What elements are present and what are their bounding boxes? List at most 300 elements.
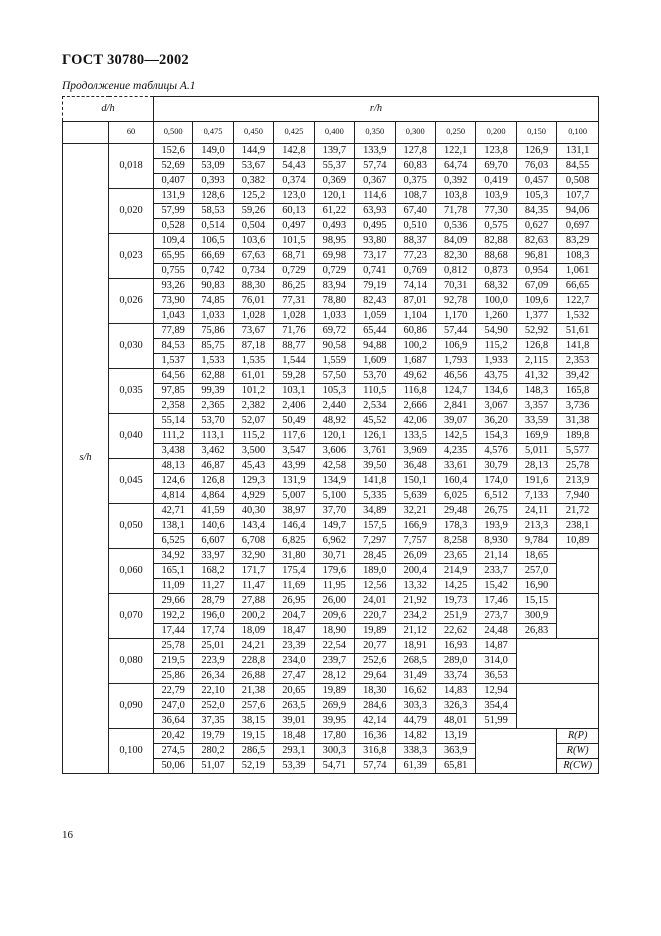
table-cell: 1,377 [516, 309, 556, 324]
table-cell: 2,666 [395, 399, 435, 414]
table-cell: 29,66 [154, 594, 193, 609]
table-cell: 1,535 [233, 354, 273, 369]
table-cell: 61,39 [395, 759, 435, 774]
table-row [63, 684, 599, 699]
table-cell: 21,12 [395, 624, 435, 639]
table-cell: 98,95 [314, 234, 354, 249]
table-cell: 42,14 [355, 714, 395, 729]
table-cell: 2,358 [154, 399, 193, 414]
table-cell: 3,067 [476, 399, 516, 414]
table-cell: 8,930 [476, 534, 516, 549]
table-cell: 11,95 [314, 579, 354, 594]
table-cell: 96,81 [516, 249, 556, 264]
table-cell: 28,45 [355, 549, 395, 564]
table-cell: 69,70 [476, 159, 516, 174]
table-cell: 213,9 [557, 474, 599, 489]
table-cell: 192,2 [154, 609, 193, 624]
table-cell: 14,83 [435, 684, 475, 699]
table-cell: 2,382 [233, 399, 273, 414]
table-cell: 131,9 [154, 189, 193, 204]
table-cell: 59,26 [233, 204, 273, 219]
table-cell: 57,50 [314, 369, 354, 384]
table-cell: 26,09 [395, 549, 435, 564]
table-cell: 22,10 [193, 684, 233, 699]
table-cell: 174,0 [476, 474, 516, 489]
table-cell: 16,62 [395, 684, 435, 699]
table-cell: 209,6 [314, 609, 354, 624]
table-cell: 0,457 [516, 174, 556, 189]
table-cell: 18,09 [233, 624, 273, 639]
table-cell: 48,92 [314, 414, 354, 429]
table-cell: 64,56 [154, 369, 193, 384]
table-cell: 19,89 [314, 684, 354, 699]
table-cell: 3,357 [516, 399, 556, 414]
table-cell: 234,0 [274, 654, 314, 669]
table-cell: 22,79 [154, 684, 193, 699]
table-cell: 88,68 [476, 249, 516, 264]
table-cell: 94,88 [355, 339, 395, 354]
table-cell: 168,2 [193, 564, 233, 579]
table-cell: 105,3 [516, 189, 556, 204]
table-cell: 18,48 [274, 729, 314, 744]
table-cell: 157,5 [355, 519, 395, 534]
table-cell: 48,01 [435, 714, 475, 729]
table-cell: 84,35 [516, 204, 556, 219]
table-cell: 3,606 [314, 444, 354, 459]
table-cell: 1,933 [476, 354, 516, 369]
table-cell: 67,63 [233, 249, 273, 264]
table-cell: 100,0 [476, 294, 516, 309]
table-cell: 133,5 [395, 429, 435, 444]
table-cell: 126,8 [193, 474, 233, 489]
table-cell: 5,011 [516, 444, 556, 459]
table-cell: 16,90 [516, 579, 556, 594]
table-cell: 57,99 [154, 204, 193, 219]
table-cell: 152,6 [154, 144, 193, 159]
table-cell: 60,13 [274, 204, 314, 219]
table-cell: 0,407 [154, 174, 193, 189]
table-cell: 1,260 [476, 309, 516, 324]
table-cell: 29,48 [435, 504, 475, 519]
table-cell: 1,544 [274, 354, 314, 369]
table-cell: 6,025 [435, 489, 475, 504]
table-cell: 131,9 [274, 474, 314, 489]
table-cell: 0,729 [274, 264, 314, 279]
table-cell: 234,2 [395, 609, 435, 624]
table-cell: 138,1 [154, 519, 193, 534]
table-cell: 20,65 [274, 684, 314, 699]
table-cell: 363,9 [435, 744, 475, 759]
table-cell: 1,028 [233, 309, 273, 324]
table-cell: 21,38 [233, 684, 273, 699]
table-cell: 17,44 [154, 624, 193, 639]
table-cell: 43,75 [476, 369, 516, 384]
table-cell: 57,74 [355, 759, 395, 774]
table-cell: 165,1 [154, 564, 193, 579]
table-cell: 38,97 [274, 504, 314, 519]
table-cell: 75,86 [193, 324, 233, 339]
table-cell: 41,32 [516, 369, 556, 384]
table-cell: 122,7 [557, 294, 599, 309]
table-cell: 67,09 [516, 279, 556, 294]
d-value: 0,030 [109, 324, 154, 369]
table-row [63, 144, 599, 159]
table-cell: 36,48 [395, 459, 435, 474]
table-cell: 6,708 [233, 534, 273, 549]
table-cell: 1,533 [193, 354, 233, 369]
table-cell: 57,44 [435, 324, 475, 339]
table-cell: 113,1 [193, 429, 233, 444]
table-cell: 84,09 [435, 234, 475, 249]
table-cell: 0,493 [314, 219, 354, 234]
table-cell: 74,14 [395, 279, 435, 294]
table-cell: 33,61 [435, 459, 475, 474]
table-cell: 108,7 [395, 189, 435, 204]
table-cell: 1,104 [395, 309, 435, 324]
table-cell: 0,769 [395, 264, 435, 279]
table-cell: 149,7 [314, 519, 354, 534]
table-cell: 87,18 [233, 339, 273, 354]
table-cell: 1,170 [435, 309, 475, 324]
table-cell: 1,033 [314, 309, 354, 324]
data-table [62, 96, 599, 774]
table-cell: 64,74 [435, 159, 475, 174]
table-cell: 273,7 [476, 609, 516, 624]
table-cell: 103,6 [233, 234, 273, 249]
table-cell: 134,9 [314, 474, 354, 489]
table-cell: 21,14 [476, 549, 516, 564]
table-cell: 0,536 [435, 219, 475, 234]
table-cell: 45,52 [355, 414, 395, 429]
table-cell: 92,78 [435, 294, 475, 309]
table-cell: 0,729 [314, 264, 354, 279]
table-cell: 82,63 [516, 234, 556, 249]
table-cell: 109,6 [516, 294, 556, 309]
table-cell: 53,67 [233, 159, 273, 174]
table-cell: 101,5 [274, 234, 314, 249]
table-cell: 191,6 [516, 474, 556, 489]
table-cell: 106,9 [435, 339, 475, 354]
table-cell: 269,9 [314, 699, 354, 714]
table-cell: 4,929 [233, 489, 273, 504]
table-cell: 77,30 [476, 204, 516, 219]
table-cell: 5,335 [355, 489, 395, 504]
table-cell: 100,2 [395, 339, 435, 354]
table-cell: 25,01 [193, 639, 233, 654]
table-cell: 314,0 [476, 654, 516, 669]
table-cell: 120,1 [314, 429, 354, 444]
table-cell: 2,534 [355, 399, 395, 414]
table-cell: 15,42 [476, 579, 516, 594]
table-cell: 239,7 [314, 654, 354, 669]
table-cell: 142,5 [435, 429, 475, 444]
table-cell: 38,15 [233, 714, 273, 729]
table-cell: 66,69 [193, 249, 233, 264]
table-cell: 126,9 [516, 144, 556, 159]
table-cell: 26,95 [274, 594, 314, 609]
d-value: 0,050 [109, 504, 154, 549]
table-cell: 27,47 [274, 669, 314, 684]
rh-value: 0,475 [193, 122, 233, 144]
table-cell: 39,42 [557, 369, 599, 384]
table-cell: 131,1 [557, 144, 599, 159]
table-row [63, 729, 599, 744]
d-value: 0,080 [109, 639, 154, 684]
table-cell: 0,812 [435, 264, 475, 279]
table-cell: 133,9 [355, 144, 395, 159]
table-cell: 11,27 [193, 579, 233, 594]
table-cell: 12,56 [355, 579, 395, 594]
rh-value: 0,500 [154, 122, 193, 144]
table-cell: 300,3 [314, 744, 354, 759]
table-cell: 354,4 [476, 699, 516, 714]
table-cell: 37,35 [193, 714, 233, 729]
table-cell: 115,2 [233, 429, 273, 444]
table-cell: 62,88 [193, 369, 233, 384]
table-cell: 11,47 [233, 579, 273, 594]
table-cell: 51,61 [557, 324, 599, 339]
table-cell: 14,87 [476, 639, 516, 654]
table-cell: 88,30 [233, 279, 273, 294]
table-cell: 303,3 [395, 699, 435, 714]
table-cell: 42,06 [395, 414, 435, 429]
table-cell: 6,525 [154, 534, 193, 549]
table-cell: 0,369 [314, 174, 354, 189]
table-cell: 34,92 [154, 549, 193, 564]
table-cell: 57,74 [355, 159, 395, 174]
table-cell: 15,15 [516, 594, 556, 609]
table-cell: 36,64 [154, 714, 193, 729]
table-cell: 48,13 [154, 459, 193, 474]
legend-label: R(W) [557, 744, 599, 759]
legend-label: R(CW) [557, 759, 599, 774]
table-cell: 54,90 [476, 324, 516, 339]
table-cell: 0,514 [193, 219, 233, 234]
table-cell: 5,007 [274, 489, 314, 504]
table-cell: 18,47 [274, 624, 314, 639]
table-cell: 13,19 [435, 729, 475, 744]
table-cell: 263,5 [274, 699, 314, 714]
table-row [63, 594, 599, 609]
empty-cell [557, 594, 599, 639]
table-cell: 28,13 [516, 459, 556, 474]
table-cell: 101,2 [233, 384, 273, 399]
table-cell: 7,757 [395, 534, 435, 549]
table-cell: 51,07 [193, 759, 233, 774]
table-cell: 11,09 [154, 579, 193, 594]
table-cell: 10,89 [557, 534, 599, 549]
table-cell: 50,06 [154, 759, 193, 774]
table-cell: 214,9 [435, 564, 475, 579]
table-cell: 280,2 [193, 744, 233, 759]
table-cell: 4,576 [476, 444, 516, 459]
table-cell: 1,687 [395, 354, 435, 369]
table-cell: 23,65 [435, 549, 475, 564]
table-cell: 68,32 [476, 279, 516, 294]
table-cell: 257,6 [233, 699, 273, 714]
table-cell: 0,575 [476, 219, 516, 234]
table-cell: 0,393 [193, 174, 233, 189]
table-cell: 32,21 [395, 504, 435, 519]
table-cell: 150,1 [395, 474, 435, 489]
table-cell: 7,940 [557, 489, 599, 504]
table-cell: 4,235 [435, 444, 475, 459]
table-cell: 1,537 [154, 354, 193, 369]
table-cell: 26,88 [233, 669, 273, 684]
table-cell: 65,44 [355, 324, 395, 339]
table-cell: 99,39 [193, 384, 233, 399]
table-cell: 90,83 [193, 279, 233, 294]
table-cell: 268,5 [395, 654, 435, 669]
table-cell: 16,36 [355, 729, 395, 744]
table-cell: 114,6 [355, 189, 395, 204]
table-cell: 103,1 [274, 384, 314, 399]
table-cell: 171,7 [233, 564, 273, 579]
table-cell: 83,94 [314, 279, 354, 294]
table-cell: 144,9 [233, 144, 273, 159]
table-cell: 3,736 [557, 399, 599, 414]
table-cell: 51,99 [476, 714, 516, 729]
table-subtitle: Продолжение таблицы А.1 [62, 80, 196, 92]
table-cell: 40,30 [233, 504, 273, 519]
empty-cell [476, 729, 557, 774]
table-cell: 169,9 [516, 429, 556, 444]
table-cell: 3,547 [274, 444, 314, 459]
header-row [63, 97, 599, 122]
table-cell: 21,72 [557, 504, 599, 519]
table-cell: 42,71 [154, 504, 193, 519]
table-cell: 87,01 [395, 294, 435, 309]
table-cell: 26,83 [516, 624, 556, 639]
sh-header-blank [63, 122, 109, 144]
table-cell: 2,365 [193, 399, 233, 414]
table-cell: 125,2 [233, 189, 273, 204]
d-value: 0,060 [109, 549, 154, 594]
table-cell: 6,607 [193, 534, 233, 549]
table-cell: 33,59 [516, 414, 556, 429]
table-cell: 204,7 [274, 609, 314, 624]
table-cell: 69,98 [314, 249, 354, 264]
table-cell: 31,49 [395, 669, 435, 684]
table-cell: 65,95 [154, 249, 193, 264]
table-cell: 0,627 [516, 219, 556, 234]
table-cell: 123,8 [476, 144, 516, 159]
table-cell: 32,90 [233, 549, 273, 564]
table-cell: 19,15 [233, 729, 273, 744]
table-cell: 27,88 [233, 594, 273, 609]
table-cell: 103,8 [435, 189, 475, 204]
table-cell: 76,03 [516, 159, 556, 174]
dh-header: d/h [63, 97, 154, 122]
table-cell: 88,37 [395, 234, 435, 249]
table-cell: 4,864 [193, 489, 233, 504]
rh-value: 0,150 [516, 122, 556, 144]
rh-value: 60 [109, 122, 154, 144]
rh-value: 0,200 [476, 122, 516, 144]
table-cell: 165,8 [557, 384, 599, 399]
table-cell: 52,07 [233, 414, 273, 429]
d-value: 0,070 [109, 594, 154, 639]
table-cell: 53,09 [193, 159, 233, 174]
table-cell: 123,0 [274, 189, 314, 204]
table-cell: 73,67 [233, 324, 273, 339]
table-cell: 19,89 [355, 624, 395, 639]
rh-value: 0,450 [233, 122, 273, 144]
table-cell: 2,841 [435, 399, 475, 414]
table-cell: 274,5 [154, 744, 193, 759]
table-cell: 53,39 [274, 759, 314, 774]
empty-cell [516, 684, 598, 729]
table-cell: 143,4 [233, 519, 273, 534]
table-row [63, 279, 599, 294]
table-cell: 3,438 [154, 444, 193, 459]
table-cell: 0,954 [516, 264, 556, 279]
table-cell: 193,9 [476, 519, 516, 534]
table-cell: 116,8 [395, 384, 435, 399]
table-cell: 74,85 [193, 294, 233, 309]
table-cell: 0,742 [193, 264, 233, 279]
d-value: 0,040 [109, 414, 154, 459]
table-cell: 77,89 [154, 324, 193, 339]
table-cell: 5,100 [314, 489, 354, 504]
table-cell: 0,495 [355, 219, 395, 234]
table-cell: 44,79 [395, 714, 435, 729]
table-cell: 0,374 [274, 174, 314, 189]
table-cell: 83,29 [557, 234, 599, 249]
table-cell: 31,80 [274, 549, 314, 564]
d-value: 0,045 [109, 459, 154, 504]
table-cell: 1,028 [274, 309, 314, 324]
table-cell: 0,755 [154, 264, 193, 279]
table-cell: 293,1 [274, 744, 314, 759]
table-cell: 54,43 [274, 159, 314, 174]
table-cell: 28,12 [314, 669, 354, 684]
table-cell: 0,392 [435, 174, 475, 189]
table-cell: 78,80 [314, 294, 354, 309]
table-cell: 127,8 [395, 144, 435, 159]
table-cell: 22,62 [435, 624, 475, 639]
table-cell: 0,504 [233, 219, 273, 234]
table-cell: 60,86 [395, 324, 435, 339]
table-cell: 213,3 [516, 519, 556, 534]
table-cell: 148,3 [516, 384, 556, 399]
table-cell: 43,99 [274, 459, 314, 474]
table-cell: 61,22 [314, 204, 354, 219]
table-cell: 26,00 [314, 594, 354, 609]
table-cell: 90,58 [314, 339, 354, 354]
table-cell: 61,01 [233, 369, 273, 384]
table-cell: 18,90 [314, 624, 354, 639]
table-cell: 189,0 [355, 564, 395, 579]
table-cell: 1,559 [314, 354, 354, 369]
rh-value: 0,100 [557, 122, 599, 144]
table-cell: 16,93 [435, 639, 475, 654]
table-cell: 257,0 [516, 564, 556, 579]
table-cell: 8,258 [435, 534, 475, 549]
rh-value: 0,350 [355, 122, 395, 144]
table-cell: 41,59 [193, 504, 233, 519]
table-cell: 39,50 [355, 459, 395, 474]
table-cell: 117,6 [274, 429, 314, 444]
table-row [63, 504, 599, 519]
table-cell: 33,97 [193, 549, 233, 564]
table-cell: 103,9 [476, 189, 516, 204]
table-cell: 0,382 [233, 174, 273, 189]
table-cell: 24,21 [233, 639, 273, 654]
table-cell: 0,873 [476, 264, 516, 279]
table-cell: 154,3 [476, 429, 516, 444]
table-cell: 84,55 [557, 159, 599, 174]
